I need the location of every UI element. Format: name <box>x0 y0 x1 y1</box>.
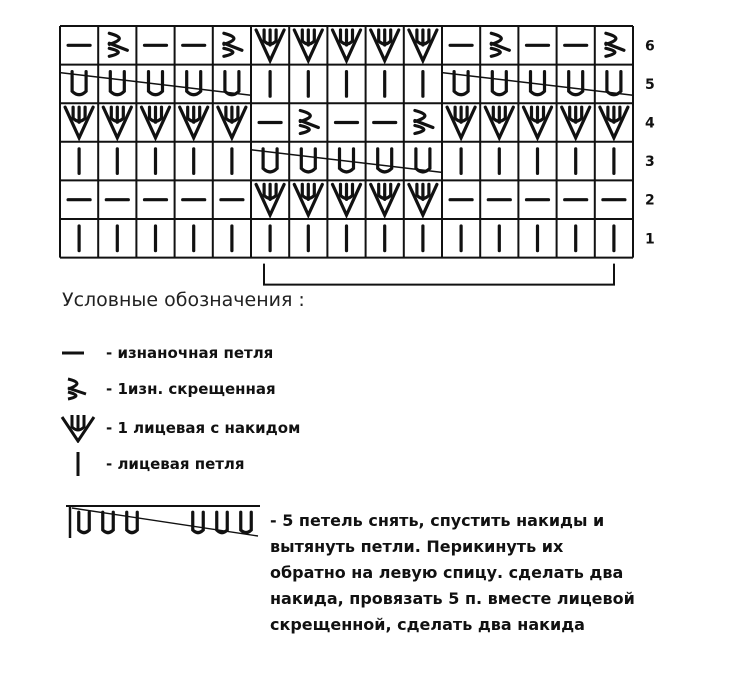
chart-cell <box>371 184 399 215</box>
repeat-bracket <box>264 264 614 285</box>
cluster-stroke <box>442 73 633 96</box>
chart-cell <box>333 30 361 61</box>
chart-cell <box>225 72 239 95</box>
slipped-stitch-symbol <box>607 72 621 95</box>
slipped-stitch-symbol <box>569 72 583 95</box>
chart-cell <box>409 30 437 61</box>
cluster-description-line: обратно на левую спицу. сделать два <box>270 563 624 582</box>
slipped-stitch-symbol <box>416 149 430 172</box>
row-number-label: 3 <box>645 154 655 171</box>
chart-cell <box>378 149 392 172</box>
row-number-label: 2 <box>645 192 655 209</box>
legend-item-crossed-purl <box>60 374 276 404</box>
chart-row <box>68 184 625 215</box>
chart-cell <box>524 107 552 138</box>
chart-cell <box>65 107 93 138</box>
chart-cell <box>607 72 621 95</box>
slipped-stitch-symbol <box>301 149 315 172</box>
chart-cell <box>142 107 170 138</box>
knitting-chart <box>0 0 736 290</box>
slipped-stitch-symbol <box>225 72 239 95</box>
row-number-label: 1 <box>645 231 655 248</box>
row-number-label: 6 <box>645 38 655 55</box>
legend-knit-yo-label: - 1 лицевая с накидом <box>106 419 301 437</box>
chart-cell <box>300 111 318 134</box>
chart-cell <box>294 30 322 61</box>
chart-cell <box>301 149 315 172</box>
chart-cell <box>294 184 322 215</box>
chart-cell <box>187 72 201 95</box>
chart-cell <box>218 107 246 138</box>
cluster-description <box>270 508 690 638</box>
chart-cell <box>110 72 124 95</box>
legend-item-knit <box>60 449 245 479</box>
chart-row <box>79 226 614 251</box>
chart-cell <box>256 184 284 215</box>
chart-cell <box>180 107 208 138</box>
chart-row <box>68 30 624 61</box>
chart-cell <box>491 33 509 56</box>
slipped-stitch-symbol <box>193 512 204 532</box>
chart-cell <box>333 184 361 215</box>
chart-cell <box>224 33 242 56</box>
knit-symbol-icon <box>60 449 106 479</box>
legend-purl-label: - изнаночная петля <box>106 344 274 362</box>
chart-cell <box>415 111 433 134</box>
chart-cell <box>485 107 513 138</box>
chart-cell <box>103 107 131 138</box>
chart-cell <box>416 149 430 172</box>
cluster-description-line: накида, провязать 5 п. вместе лицевой <box>270 589 635 608</box>
slipped-stitch-symbol <box>241 512 252 532</box>
five-stitch-cluster-symbol-icon <box>64 502 264 542</box>
slipped-stitch-symbol <box>378 149 392 172</box>
purl-symbol-icon <box>60 338 106 368</box>
legend-item-purl <box>60 338 273 368</box>
chart-cell <box>606 33 624 56</box>
legend-knit-label: - лицевая петля <box>106 455 245 473</box>
cluster-description-line: скрещенной, сделать два накида <box>270 615 585 634</box>
slipped-stitch-symbol <box>79 512 90 532</box>
cluster-stroke <box>60 73 251 96</box>
chart-cell <box>569 72 583 95</box>
chart-cell <box>562 107 590 138</box>
legend-item-knit-yo <box>60 413 300 443</box>
legend-title: Условные обозначения : <box>62 289 305 311</box>
cluster-stroke <box>251 150 442 173</box>
cluster-description-line: - 5 петель снять, спустить накиды и <box>270 511 605 530</box>
legend-crossed-purl-label: - 1изн. скрещенная <box>106 380 276 398</box>
chart-row <box>65 107 628 138</box>
cluster-description-line: вытянуть петли. Перикинуть их <box>270 537 564 556</box>
chart-cell <box>256 30 284 61</box>
crossed-purl-symbol-icon <box>60 374 106 404</box>
row-number-label: 5 <box>645 76 655 93</box>
slipped-stitch-symbol <box>110 72 124 95</box>
slipped-stitch-symbol <box>492 72 506 95</box>
chart-cell <box>447 107 475 138</box>
chart-cell <box>600 107 628 138</box>
row-number-label: 4 <box>645 115 655 132</box>
knit-with-yarn-over-symbol-icon <box>60 413 106 443</box>
chart-cell <box>109 33 127 56</box>
chart-cell <box>371 30 399 61</box>
chart-cell <box>492 72 506 95</box>
slipped-stitch-symbol <box>103 512 114 532</box>
slipped-stitch-symbol <box>127 512 138 532</box>
chart-cell <box>409 184 437 215</box>
slipped-stitch-symbol <box>187 72 201 95</box>
